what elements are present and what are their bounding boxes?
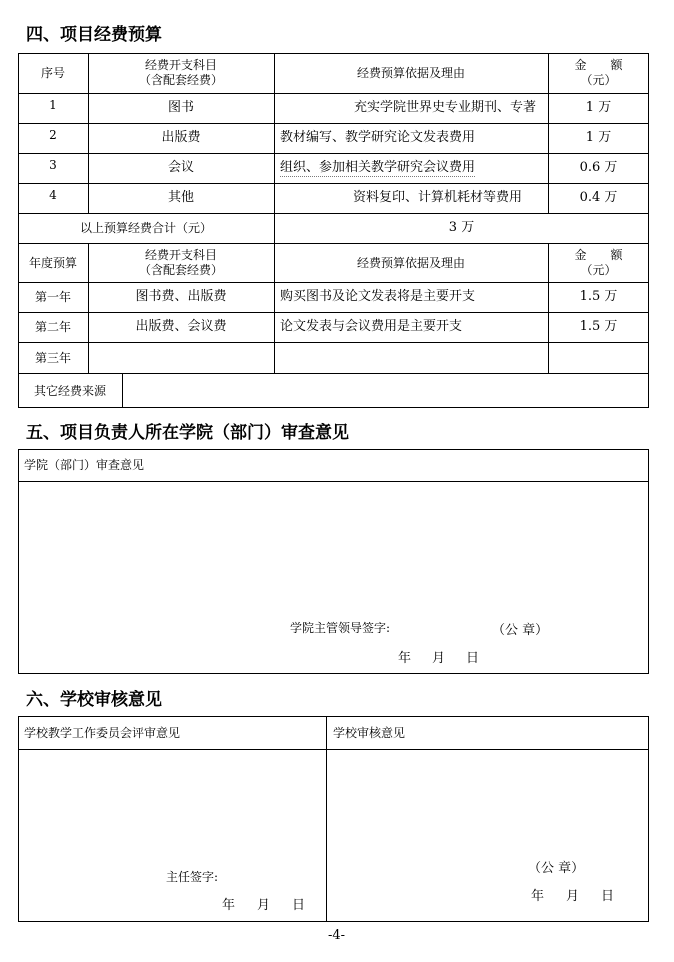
school-seal-label: （公 章）	[528, 861, 585, 876]
row-basis-text: 组织、参加相关教学研究会议费用	[280, 159, 476, 175]
row-subject: 图书	[167, 100, 194, 115]
row-no: 4	[49, 188, 57, 202]
row-basis: 充实学院世界史专业期刊、专著	[353, 100, 536, 115]
committee-date-year: 年	[222, 898, 236, 913]
row-amount: 1 万	[585, 100, 612, 115]
annual-header-amount-line2: （元）	[580, 262, 617, 277]
annual-header-subject-line1: 经费开支科目	[144, 247, 217, 262]
annual-year: 第三年	[34, 350, 71, 365]
header-subject-line1: 经费开支科目	[144, 58, 217, 72]
annual-subject: 出版费、会议费	[135, 319, 227, 334]
annual-basis: 论文发表与会议费用是主要开支	[280, 319, 463, 334]
header-basis: 经费预算依据及理由	[356, 66, 465, 80]
row-basis	[274, 153, 548, 183]
section5-title: 五、项目负责人所在学院（部门）审查意见	[26, 423, 349, 443]
row-no: 1	[49, 98, 57, 112]
college-date-month: 月	[432, 651, 446, 666]
committee-review-label: 学校教学工作委员会评审意见	[24, 726, 181, 740]
committee-date-day: 日	[292, 898, 306, 913]
section6-title: 六、学校审核意见	[26, 690, 162, 710]
annual-year: 第一年	[34, 290, 71, 304]
college-review-label: 学院（部门）审查意见	[24, 458, 145, 472]
other-source-label: 其它经费来源	[33, 383, 106, 398]
school-review-content[interactable]	[327, 750, 648, 850]
annual-header-subject	[88, 243, 274, 282]
page-number: -4-	[328, 928, 346, 943]
annual-amount: 1.5 万	[579, 319, 618, 334]
annual-header-year: 年度预算	[28, 255, 77, 270]
row-no: 3	[49, 158, 57, 172]
annual-header-amount	[548, 243, 649, 282]
annual-subject[interactable]	[88, 342, 274, 373]
row-amount: 0.4 万	[579, 190, 618, 205]
row-basis: 教材编写、教学研究论文发表费用	[280, 130, 476, 145]
annual-basis[interactable]	[274, 342, 548, 373]
college-signature-label: 学院主管领导签字:	[290, 621, 391, 635]
row-subject: 其他	[167, 190, 194, 205]
school-date-year: 年	[531, 889, 545, 904]
header-no: 序号	[40, 66, 65, 80]
other-source-value[interactable]	[122, 373, 649, 408]
row-subject: 会议	[167, 160, 194, 175]
annual-amount: 1.5 万	[579, 289, 618, 304]
row-no: 2	[49, 128, 57, 142]
annual-basis: 购买图书及论文发表将是主要开支	[280, 289, 476, 304]
annual-year: 第二年	[34, 320, 71, 334]
row-subject: 出版费	[161, 130, 201, 145]
committee-signature-label: 主任签字:	[166, 870, 219, 884]
school-review-label: 学校审核意见	[333, 726, 406, 740]
committee-date-month: 月	[257, 898, 271, 913]
header-subject-line2: （含配套经费）	[138, 73, 223, 87]
header-amount-line2: （元）	[580, 73, 617, 87]
school-date-day: 日	[601, 889, 615, 904]
header-subject	[88, 53, 274, 93]
row-amount: 0.6 万	[579, 160, 618, 175]
committee-review-content[interactable]	[19, 750, 325, 860]
annual-header-basis: 经费预算依据及理由	[356, 255, 465, 270]
annual-header-amount-line1: 金 额	[574, 247, 623, 262]
row-basis: 资料复印、计算机耗材等费用	[352, 190, 522, 205]
college-review-content[interactable]	[19, 482, 648, 602]
annual-header-subject-line2: （含配套经费）	[138, 262, 223, 277]
header-amount	[548, 53, 649, 93]
total-label: 以上预算经费合计（元）	[79, 221, 212, 235]
college-date-year: 年	[398, 651, 412, 666]
row-amount: 1 万	[585, 130, 612, 145]
total-value: 3 万	[448, 220, 475, 235]
college-seal-label: （公 章）	[492, 623, 549, 638]
college-date-day: 日	[466, 651, 480, 666]
section4-title: 四、项目经费预算	[26, 25, 162, 45]
annual-subject: 图书费、出版费	[135, 289, 227, 304]
annual-amount[interactable]	[548, 342, 649, 373]
school-date-month: 月	[566, 889, 580, 904]
header-amount-line1: 金 额	[574, 58, 623, 72]
